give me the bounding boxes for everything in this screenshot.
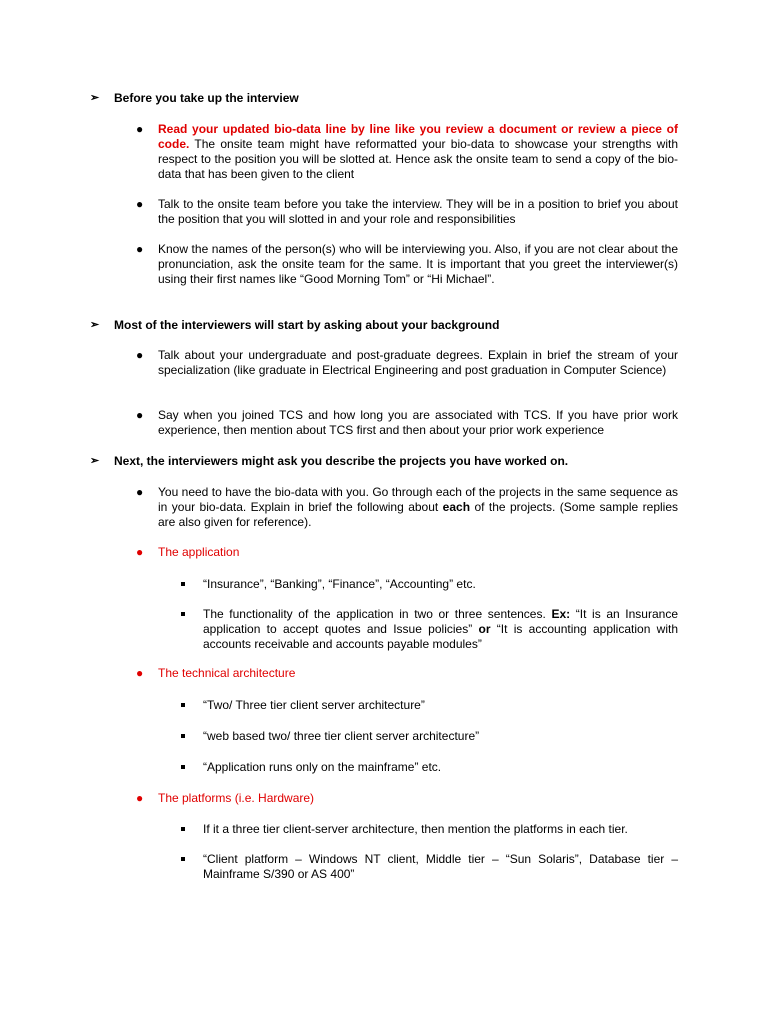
arrow-bullet-icon: ➢ bbox=[90, 319, 100, 331]
subsection-label: The platforms (i.e. Hardware) bbox=[158, 791, 315, 805]
bullet-dot-icon: ● bbox=[136, 348, 144, 362]
highlighted-text: Read your updated bio-data line by line like you review a document or review a piece of code. bbox=[158, 122, 678, 151]
bullet-dot-icon: ● bbox=[136, 197, 144, 211]
heading-text: Next, the interviewers might ask you describe the projects you have worked on. bbox=[114, 454, 569, 468]
sub-list-item-text: “web based two/ three tier client server architecture” bbox=[203, 729, 480, 743]
bullet-dot-icon: ● bbox=[136, 485, 144, 499]
body-text: “It is accounting application with accounts receivable and accounts payable modules” bbox=[203, 622, 678, 651]
list-item-text bbox=[158, 122, 678, 182]
sub-list-item-text: If it a three tier client-server architecture, then mention the platforms in each tier. bbox=[203, 822, 628, 836]
list-item-text bbox=[158, 485, 678, 530]
square-bullet-icon bbox=[181, 734, 185, 738]
body-text: The functionality of the application in two or three sentences. bbox=[203, 607, 552, 621]
square-bullet-icon bbox=[181, 827, 185, 831]
sub-list-item-text: “Two/ Three tier client server architecture” bbox=[203, 698, 425, 712]
example-label: Ex: bbox=[551, 607, 571, 621]
bullet-dot-icon: ● bbox=[136, 408, 144, 422]
list-item-text: Know the names of the person(s) who will be interviewing you. Also, if you are not clear about the pronunciation, ask the onsite team for the same. It is important that you greet the interviewer(s) using their first names like “Good Morning Tom” or “Hi Michael”. bbox=[158, 242, 678, 286]
arrow-bullet-icon: ➢ bbox=[90, 455, 100, 467]
bullet-dot-icon: ● bbox=[136, 791, 144, 805]
bullet-dot-icon: ● bbox=[136, 545, 144, 559]
heading-text: Most of the interviewers will start by asking about your background bbox=[114, 318, 500, 332]
sub-list-item-text: “Insurance”, “Banking”, “Finance”, “Accounting” etc. bbox=[203, 577, 476, 591]
list-item-text: Say when you joined TCS and how long you are associated with TCS. If you have prior work experience, then mention about TCS first and then about your prior work experience bbox=[158, 408, 678, 437]
bullet-dot-icon: ● bbox=[136, 666, 144, 680]
square-bullet-icon bbox=[181, 612, 185, 616]
bullet-dot-icon: ● bbox=[136, 122, 144, 136]
body-text: of the projects. (Some sample replies are also given for reference). bbox=[158, 500, 679, 529]
list-item-text: Talk about your undergraduate and post-graduate degrees. Explain in brief the stream of your specialization (like graduate in Electrical Engineering and post graduation in Computer Science) bbox=[158, 348, 678, 377]
list-item-text: Talk to the onsite team before you take the interview. They will be in a position to brief you about the position that you will slotted in and your role and responsibilities bbox=[158, 197, 678, 226]
sub-list-item-text: “Application runs only on the mainframe” etc. bbox=[203, 760, 442, 774]
square-bullet-icon bbox=[181, 703, 185, 707]
heading-text: Before you take up the interview bbox=[114, 91, 299, 105]
square-bullet-icon bbox=[181, 765, 185, 769]
emphasis-text: each bbox=[442, 500, 471, 514]
bullet-dot-icon: ● bbox=[136, 242, 144, 256]
or-label: or bbox=[478, 622, 491, 636]
body-text: You need to have the bio-data with you. Go through each of the projects in the same sequence as in your bio-data. Explain in brief the following about bbox=[158, 485, 678, 514]
sub-list-item-text bbox=[203, 607, 678, 652]
subsection-label: The technical architecture bbox=[158, 666, 296, 680]
body-text: “It is an Insurance application to accept quotes and Issue policies” bbox=[203, 607, 678, 636]
square-bullet-icon bbox=[181, 857, 185, 861]
arrow-bullet-icon: ➢ bbox=[90, 92, 100, 104]
square-bullet-icon bbox=[181, 582, 185, 586]
sub-list-item-text: “Client platform – Windows NT client, Middle tier – “Sun Solaris”, Database tier – Mainframe S/390 or AS 400” bbox=[203, 852, 678, 881]
body-text: The onsite team might have reformatted your bio-data to showcase your strengths with respect to the position you will be slotted at. Hence ask the onsite team to send a copy of the bio-data that has been given to the client bbox=[158, 137, 678, 181]
subsection-label: The application bbox=[158, 545, 240, 559]
